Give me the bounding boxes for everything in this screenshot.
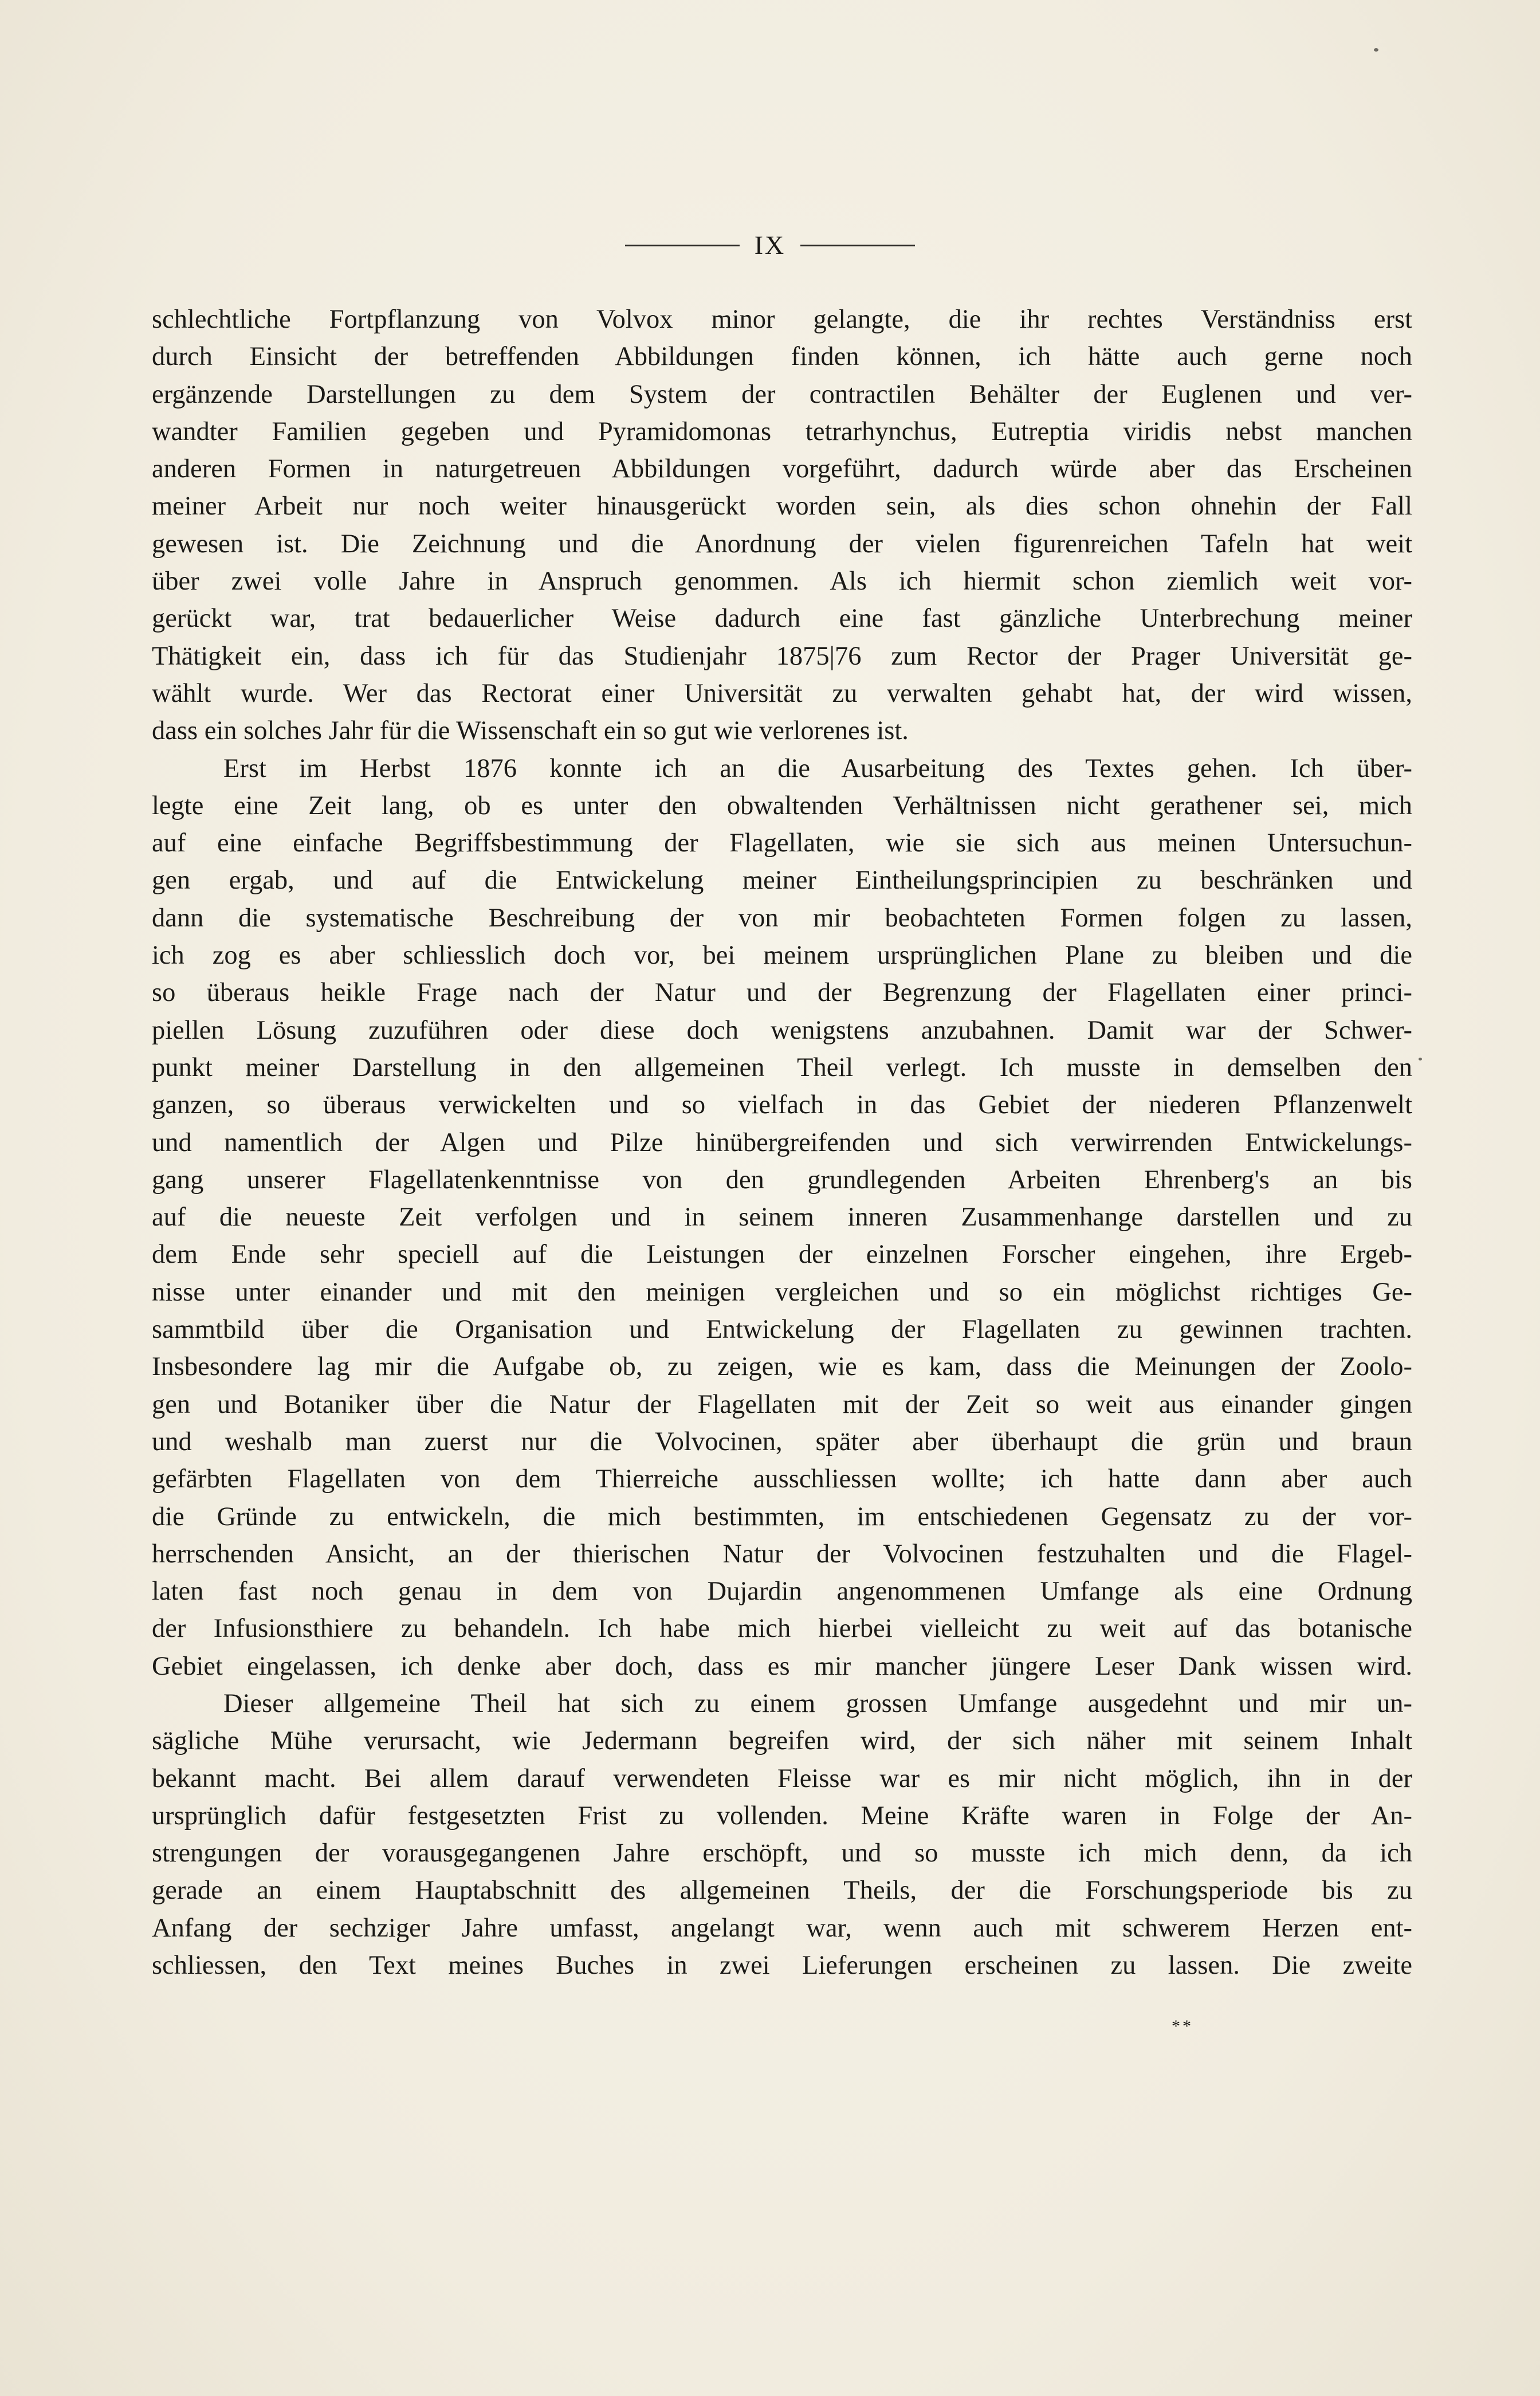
- text-line: piellen Lösung zuzuführen oder diese doch wenigstens anzubahnen. Damit war der Schwer-: [152, 1015, 1412, 1045]
- text-line: Erst im Herbst 1876 konnte ich an die Ausarbeitung des Textes gehen. Ich über-: [223, 753, 1412, 783]
- text-line: anderen Formen in naturgetreuen Abbildungen vorgeführt, dadurch würde aber das Erscheinen: [152, 454, 1412, 484]
- page-header: [0, 232, 1540, 258]
- text-line: herrschenden Ansicht, an der thierischen Natur der Volvocinen festzuhalten und die Flagel-: [152, 1539, 1412, 1569]
- text-line: laten fast noch genau in dem von Dujardin angenommenen Umfange als eine Ordnung: [152, 1577, 1412, 1607]
- paper-speck: [1419, 1058, 1422, 1060]
- text-line: ich zog es aber schliesslich doch vor, bei meinem ursprünglichen Plane zu bleiben und die: [152, 941, 1412, 971]
- text-line: sammtbild über die Organisation und Entwickelung der Flagellaten zu gewinnen trachten.: [152, 1315, 1412, 1345]
- signature-mark: **: [1172, 2017, 1193, 2036]
- text-line: so überaus heikle Frage nach der Natur und der Begrenzung der Flagellaten einer princi-: [152, 978, 1412, 1008]
- text-line: über zwei volle Jahre in Anspruch genommen. Als ich hiermit schon ziemlich weit vor-: [152, 567, 1412, 596]
- text-line: dem Ende sehr speciell auf die Leistungen der einzelnen Forscher eingehen, ihre Ergeb-: [152, 1240, 1412, 1270]
- text-line: gewesen ist. Die Zeichnung und die Anordnung der vielen figurenreichen Tafeln hat weit: [152, 529, 1412, 559]
- text-line: und weshalb man zuerst nur die Volvocinen, später aber überhaupt die grün und braun: [152, 1427, 1412, 1456]
- text-line: schliessen, den Text meines Buches in zwei Lieferungen erscheinen zu lassen. Die zweite: [152, 1951, 1412, 1981]
- text-line: sägliche Mühe verursacht, wie Jedermann begreifen wird, der sich näher mit seinem Inhalt: [152, 1726, 1412, 1756]
- text-line: ganzen, so überaus verwickelten und so vielfach in das Gebiet der niederen Pflanzenwelt: [152, 1090, 1412, 1120]
- text-line: wandter Familien gegeben und Pyramidomonas tetrarhynchus, Eutreptia viridis nebst manchen: [152, 417, 1412, 446]
- text-line: gen ergab, und auf die Entwickelung meiner Eintheilungsprincipien zu beschränken und: [152, 866, 1412, 895]
- text-line: wählt wurde. Wer das Rectorat einer Universität zu verwalten gehabt hat, der wird wissen,: [152, 678, 1412, 708]
- text-line: und namentlich der Algen und Pilze hinübergreifenden und sich verwirrenden Entwickelungs-: [152, 1128, 1412, 1157]
- page-number: IX: [754, 230, 786, 260]
- text-line: meiner Arbeit nur noch weiter hinausgerückt worden sein, als dies schon ohnehin der Fall: [152, 492, 1412, 521]
- paper-speck: [1374, 48, 1378, 52]
- text-line: schlechtliche Fortpflanzung von Volvox minor gelangte, die ihr rechtes Verständniss erst: [152, 305, 1412, 334]
- text-line: dass ein solches Jahr für die Wissenschaft ein so gut wie verlorenes ist.: [152, 716, 909, 746]
- text-line: gerade an einem Hauptabschnitt des allgemeinen Theils, der die Forschungsperiode bis zu: [152, 1876, 1412, 1906]
- text-line: durch Einsicht der betreffenden Abbildungen finden können, ich hätte auch gerne noch: [152, 342, 1412, 372]
- text-line: Dieser allgemeine Theil hat sich zu einem grossen Umfange ausgedehnt und mir un-: [223, 1688, 1412, 1718]
- header-rule-left: [625, 245, 740, 246]
- text-line: punkt meiner Darstellung in den allgemeinen Theil verlegt. Ich musste in demselben den: [152, 1052, 1412, 1082]
- text-line: Anfang der sechziger Jahre umfasst, angelangt war, wenn auch mit schwerem Herzen ent-: [152, 1913, 1412, 1943]
- text-line: bekannt macht. Bei allem darauf verwendeten Fleisse war es mir nicht möglich, ihn in der: [152, 1763, 1412, 1793]
- text-line: Thätigkeit ein, dass ich für das Studienjahr 1875|76 zum Rector der Prager Universität ge-: [152, 641, 1412, 671]
- body-text: [152, 301, 1412, 1984]
- text-line: gang unserer Flagellatenkenntnisse von den grundlegenden Arbeiten Ehrenberg's an bis: [152, 1165, 1412, 1195]
- header-rule-right: [800, 245, 915, 246]
- text-line: gefärbten Flagellaten von dem Thierreiche ausschliessen wollte; ich hatte dann aber auch: [152, 1464, 1412, 1494]
- text-line: legte eine Zeit lang, ob es unter den obwaltenden Verhältnissen nicht gerathener sei, mich: [152, 791, 1412, 820]
- text-line: gerückt war, trat bedauerlicher Weise dadurch eine fast gänzliche Unterbrechung meiner: [152, 604, 1412, 634]
- text-line: ergänzende Darstellungen zu dem System der contractilen Behälter der Euglenen und ver-: [152, 379, 1412, 409]
- text-line: nisse unter einander und mit den meinigen vergleichen und so ein möglichst richtiges Ge-: [152, 1277, 1412, 1307]
- text-line: auf eine einfache Begriffsbestimmung der Flagellaten, wie sie sich aus meinen Untersuchun-: [152, 828, 1412, 858]
- text-line: die Gründe zu entwickeln, die mich bestimmten, im entschiedenen Gegensatz zu der vor-: [152, 1502, 1412, 1531]
- text-line: strengungen der vorausgegangenen Jahre erschöpft, und so musste ich mich denn, da ich: [152, 1839, 1412, 1868]
- text-line: dann die systematische Beschreibung der von mir beobachteten Formen folgen zu lassen,: [152, 903, 1412, 933]
- text-line: Gebiet eingelassen, ich denke aber doch, dass es mir mancher jüngere Leser Dank wissen wird.: [152, 1651, 1412, 1681]
- text-line: ursprünglich dafür festgesetzten Frist zu vollenden. Meine Kräfte waren in Folge der An-: [152, 1801, 1412, 1831]
- text-line: auf die neueste Zeit verfolgen und in seinem inneren Zusammenhange darstellen und zu: [152, 1203, 1412, 1232]
- text-line: der Infusionsthiere zu behandeln. Ich habe mich hierbei vielleicht zu weit auf das botanische: [152, 1614, 1412, 1644]
- text-line: Insbesondere lag mir die Aufgabe ob, zu zeigen, wie es kam, dass die Meinungen der Zoolo-: [152, 1352, 1412, 1382]
- text-line: gen und Botaniker über die Natur der Flagellaten mit der Zeit so weit aus einander gingen: [152, 1389, 1412, 1419]
